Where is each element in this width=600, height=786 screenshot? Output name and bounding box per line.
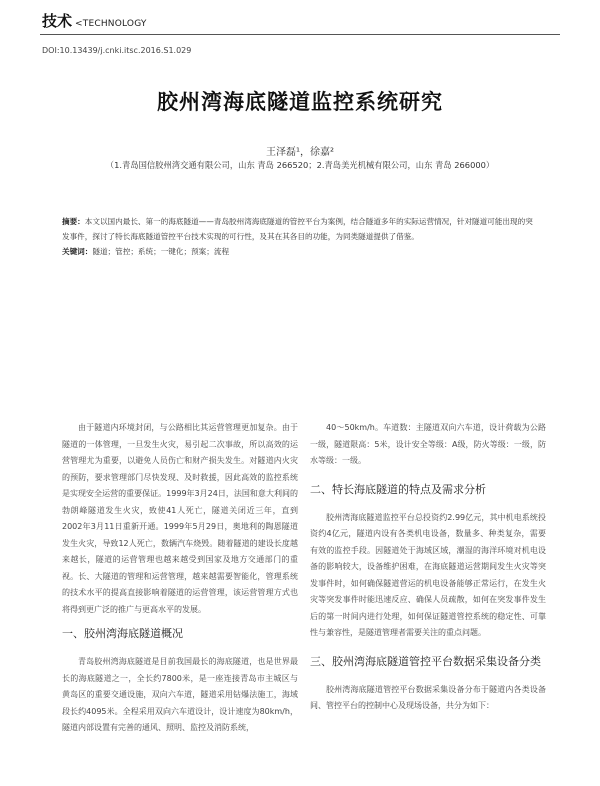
features-paragraph: 胶州湾海底隧道监控平台总投资约2.99亿元，其中机电系统投资约4亿元，隧道内设有各类机电设备，数量多、种类复杂，需要有效的监控手段。因隧道处于海域区域，潮湿的海洋环境对机电设备的影响较大，设备维护困难，在海底隧道运营期间发生火灾等突发事件时，如何确保隧道营运的机电设备能够正常运行，在发生火灾等突发事件时能迅速反应、确保人员疏散，如何在突发事件发生后的第一时间内进行处理，如何保证隧道管控系统的稳定性、可靠性与兼容性，是隧道管理者需要关注的重点问题。: [310, 512, 546, 637]
section-heading-1: 一、胶州湾海底隧道概况: [62, 627, 183, 640]
affiliation: （1.青岛国信胶州湾交通有限公司，山东 青岛 266520；2.青岛美光机械有限公司，山东 青岛 266000）: [105, 160, 495, 170]
authors: 王泽磊¹，徐嘉²: [265, 147, 335, 158]
doi: DOI:10.13439/j.cnki.itsc.2016.S1.029: [42, 46, 192, 55]
keywords-text: 隧道；管控；系统；一键化；预案；流程: [92, 247, 230, 256]
section-label: 技术: [42, 12, 73, 30]
running-header: [42, 10, 147, 31]
abstract: [62, 214, 538, 244]
intro-paragraph: 由于隧道内环境封闭，与公路相比其运营管理更加复杂。由于隧道的一体管理，一旦发生火灾，易引起二次事故，所以高效的运营管理尤为重要，以避免人员伤亡和财产损失发生。对隧道内火灾的预防，要求管理部门尽快发现、及时救援，因此高效的监控系统是实现安全运营的重要保证。1999年3月24日，法国和意大利间的勃朗峰隧道发生火灾，致使41人死亡，隧道关闭近三年，直到2002年3月11日重新开通。1999年5月29日，奥地利的陶恩隧道发生火灾，导致12人死亡，数辆汽车烧毁。随着隧道的建设长度越来越长，隧道的运营管理也越来越受到国家及地方交通部门的重视。长、大隧道的管理和运营管理，越来越需要智能化，管理系统的技术水平的提高直接影响着隧道的运营管理，该运营管理方式也将得到更广泛的推广与更高水平的发展。: [62, 423, 298, 614]
abstract-text: 本文以国内最长、第一的海底隧道——青岛胶州湾海底隧道的管控平台为案例，结合隧道多年的实际运营情况，针对隧道可能出现的突发事件，探讨了特长海底隧道管控平台技术实现的可行性，及其在其各目的功能，为同类隧道提供了借鉴。: [62, 217, 533, 241]
continued-paragraph: 40～50km/h。车道数：主隧道双向六车道，设计荷载为公路一级，隧道限高：5米，设计安全等级：A级，防火等级：一级，防水等级：一级。: [310, 423, 546, 465]
equipment-paragraph: 胶州湾海底隧道管控平台数据采集设备分布于隧道内各类设备间、管控平台的控制中心及现场设备，共分为如下：: [310, 684, 546, 710]
paper-title: 胶州湾海底隧道监控系统研究: [157, 89, 443, 114]
overview-paragraph: 青岛胶州湾海底隧道是目前我国最长的海底隧道，也是世界最长的海底隧道之一，全长约7800米，是一座连接青岛市主城区与黄岛区的重要交通设施，双向六车道，隧道采用钻爆法施工，海域段长约4095米。全程采用双向六车道设计，设计速度为80km/h，隧道内部设置有完善的通风、照明、监控及消防系统，: [62, 657, 298, 732]
keywords: [62, 246, 538, 257]
keywords-label: 关键词：: [62, 247, 93, 256]
section-heading-3: 三、胶州湾海底隧道管控平台数据采集设备分类: [310, 654, 541, 668]
header-rule: [40, 34, 560, 35]
abstract-label: 摘要：: [62, 217, 85, 226]
section-heading-2: 二、特长海底隧道的特点及需求分析: [310, 482, 486, 496]
left-column: [62, 420, 298, 737]
right-column: [310, 420, 546, 715]
section-label-en: <TECHNOLOGY: [75, 19, 147, 29]
